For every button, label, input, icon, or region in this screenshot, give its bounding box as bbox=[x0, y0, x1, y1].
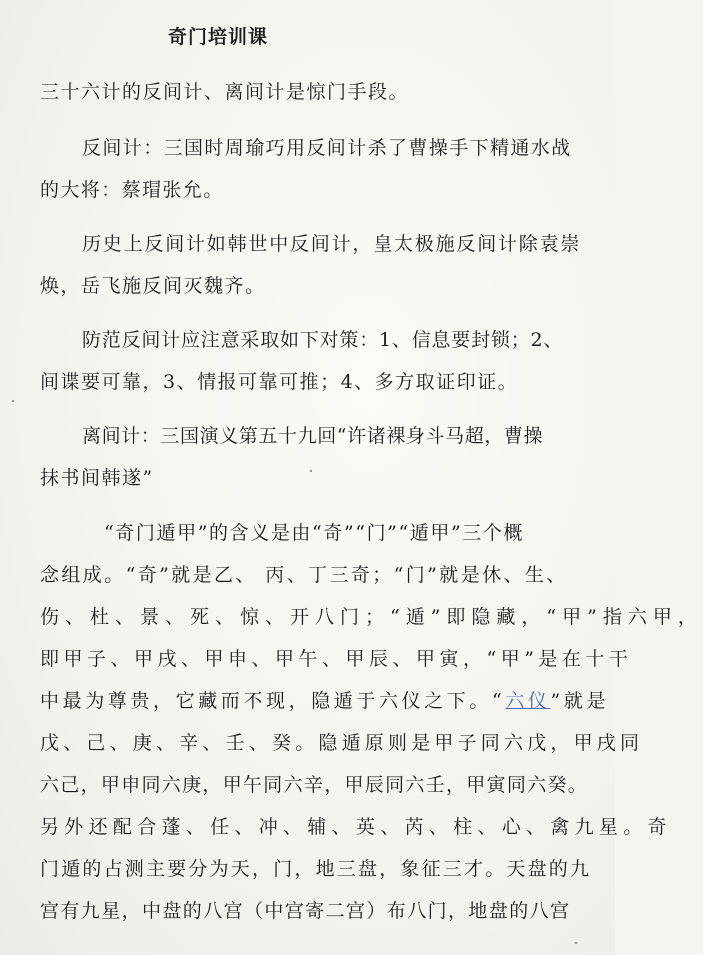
fanjian-line-1: 反间计：三国时周瑜巧用反间计杀了曹操手下精通水战 bbox=[82, 137, 572, 159]
qimen-line-6: 戊、己、庚、辛、壬、癸。隐遁原则是甲子同六戊，甲戌同 bbox=[40, 732, 644, 754]
intro-line: 三十六计的反间计、离间计是惊门手段。 bbox=[40, 81, 410, 103]
qimen-line-5-end: ”就是 bbox=[550, 690, 610, 712]
prevention-line-2: 间谍要可靠，3、情报可靠可推；4、多方取证印证。 bbox=[40, 371, 519, 393]
qimen-line-5-start: 中最为尊贵，它藏而不现，隐遁于六仪之下。“ bbox=[40, 690, 506, 712]
qimen-line-5 bbox=[40, 689, 609, 713]
history-line-1: 历史上反间计如韩世中反间计，皇太极施反间计除袁崇 bbox=[82, 233, 582, 255]
scan-speck bbox=[12, 400, 14, 402]
lijian-line-1: 离间计：三国演义第五十九回“许诸裸身斗马超，曹操 bbox=[82, 425, 544, 447]
qimen-line-8: 另外还配合蓬、任、冲、辅、英、芮、柱、心、禽九星。奇 bbox=[40, 816, 672, 838]
qimen-line-3: 伤、杜、景、死、惊、开八门；“遁”即隐藏，“甲”指六甲， bbox=[40, 606, 703, 628]
qimen-line-2: 念组成。“奇”就是乙、 丙、丁三奇；“门”就是休、生、 bbox=[40, 564, 568, 586]
qimen-line-10: 宫有九星，中盘的八宫（中宫寄二宫）布八门，地盘的八宫 bbox=[40, 900, 571, 922]
scan-speck bbox=[575, 942, 577, 944]
qimen-line-4: 即甲子、甲戌、甲申、甲午、甲辰、甲寅，“甲”是在十干 bbox=[40, 648, 633, 670]
fanjian-line-2: 的大将：蔡瑁张允。 bbox=[40, 179, 224, 201]
qimen-line-7: 六己，甲申同六庚，甲午同六辛，甲辰同六壬，甲寅同六癸。 bbox=[40, 774, 589, 796]
history-line-2: 焕，岳飞施反间灭魏齐。 bbox=[40, 275, 266, 297]
prevention-line-1: 防范反间计应注意采取如下对策：1、信息要封锁；2、 bbox=[82, 329, 564, 351]
lijian-line-2: 抹书间韩遂” bbox=[40, 467, 154, 489]
qimen-line-1: “奇门遁甲”的含义是由“奇”“门”“遁甲”三个概 bbox=[104, 522, 525, 544]
document-title: 奇门培训课 bbox=[168, 26, 269, 48]
qimen-line-9: 门遁的占测主要分为天，门，地三盘，象征三才。天盘的九 bbox=[40, 858, 592, 880]
scan-speck bbox=[310, 470, 312, 472]
liuyi-link[interactable]: 六仪 bbox=[505, 690, 551, 712]
